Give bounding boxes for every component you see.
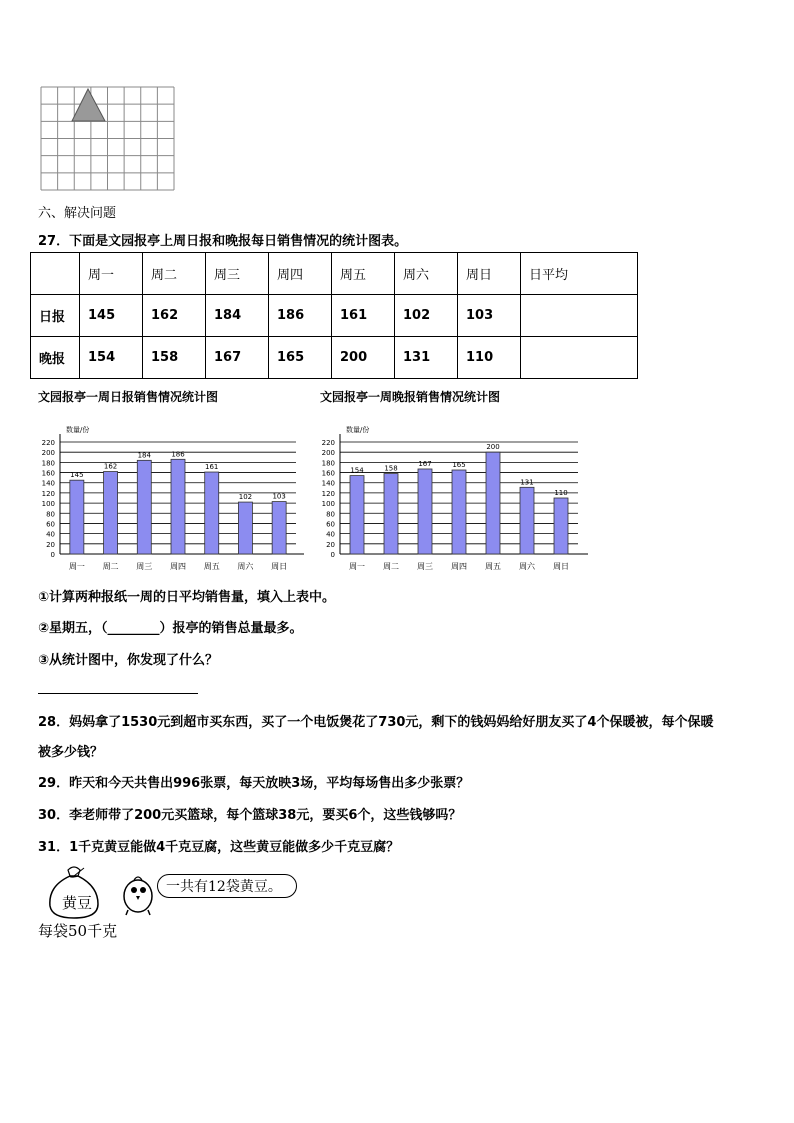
question-27-part-3: ③从统计图中，你发现了什么？ [38,653,219,668]
table-cell: 日平均 [521,253,638,295]
speech-bubble: 一共有12袋黄豆。 [157,874,297,898]
bar [554,498,568,554]
y-tick-label: 160 [321,469,335,478]
answer-cell[interactable] [521,295,638,337]
bar-value-label: 145 [70,471,84,480]
bar [238,502,252,554]
bar-value-label: 102 [238,493,253,502]
y-tick-label: 140 [41,479,55,488]
evening-paper-bar-chart [304,420,604,578]
bar-value-label: 167 [418,459,432,468]
y-axis-label: 数量/份 [346,426,370,434]
table-cell [31,253,80,295]
bar [70,480,84,554]
table-cell: 131 [395,337,458,379]
table-cell: 周四 [269,253,332,295]
bar [452,470,466,554]
y-tick-label: 180 [41,459,55,468]
x-tick-label: 周二 [383,562,399,571]
per-bag-weight: 每袋50千克 [38,922,118,940]
bar-value-label: 162 [103,462,118,471]
table-cell: 145 [80,295,143,337]
table-cell: 110 [458,337,521,379]
question-27-part-1: ①计算两种报纸一周的日平均销售量，填入上表中。 [38,590,336,605]
table-cell: 日报 [31,295,80,337]
bar [137,460,151,554]
x-tick-label: 周六 [519,562,535,571]
y-tick-label: 60 [46,520,55,529]
table-cell: 161 [332,295,395,337]
section-heading: 六、解决问题 [38,206,117,221]
y-tick-label: 20 [46,540,55,549]
bar [104,472,118,554]
y-tick-label: 100 [41,500,55,509]
table-cell: 200 [332,337,395,379]
bird-icon [118,870,158,916]
x-tick-label: 周一 [349,562,365,571]
triangle-shape [72,89,105,121]
y-tick-label: 60 [326,520,335,529]
y-tick-label: 200 [41,449,55,458]
y-tick-label: 80 [326,510,335,519]
x-tick-label: 周五 [203,562,220,571]
table-row [31,337,638,379]
question-27-part-2: ②星期五，（________）报亭的销售总量最多。 [38,621,303,636]
y-tick-label: 0 [50,551,55,559]
y-tick-label: 120 [321,489,335,498]
sales-table [30,252,638,379]
y-tick-label: 180 [321,459,335,468]
chart-title-daily: 文园报亭一周日报销售情况统计图 [38,390,219,404]
bar-value-label: 186 [171,450,185,459]
table-cell: 周二 [143,253,206,295]
chart-title-evening: 文园报亭一周晚报销售情况统计图 [320,390,501,404]
table-cell: 184 [206,295,269,337]
bar [384,474,398,554]
x-tick-label: 周三 [417,562,433,571]
x-tick-label: 周二 [102,562,119,571]
bag-label: 黄豆 [62,894,93,912]
table-cell: 周一 [80,253,143,295]
y-tick-label: 220 [321,439,335,447]
x-tick-label: 周四 [451,562,467,571]
table-cell: 周五 [332,253,395,295]
bar-value-label: 165 [452,461,466,469]
x-tick-label: 周日 [271,562,288,571]
y-tick-label: 40 [326,530,335,539]
bar-value-label: 154 [350,466,364,475]
table-cell: 103 [458,295,521,337]
y-tick-label: 140 [321,479,335,488]
y-tick-label: 40 [46,530,55,539]
y-tick-label: 160 [41,469,55,478]
y-axis-label: 数量/份 [66,426,90,434]
question-28-line1: 28．妈妈拿了1530元到超市买东西，买了一个电饭煲花了730元，剩下的钱妈妈给好朋友买了4个保暖被，每个保暖 [38,715,714,730]
bar-value-label: 158 [384,464,398,473]
table-cell: 162 [143,295,206,337]
x-tick-label: 周一 [68,562,85,571]
question-29: 29．昨天和今天共售出996张票，每天放映3场，平均每场售出多少张票？ [38,776,470,791]
table-cell: 周六 [395,253,458,295]
table-cell: 晚报 [31,337,80,379]
bar-value-label: 161 [205,463,219,472]
bar [520,487,534,554]
y-tick-label: 0 [330,551,335,559]
bar [205,472,219,554]
question-31: 31．1千克黄豆能做4千克豆腐，这些黄豆能做多少千克豆腐？ [38,840,400,855]
table-cell: 158 [143,337,206,379]
bar [418,469,432,554]
bar-value-label: 184 [137,451,151,460]
table-cell: 周三 [206,253,269,295]
bar-value-label: 103 [272,492,286,501]
y-tick-label: 100 [321,500,335,509]
table-header-row [31,253,638,295]
y-tick-label: 20 [326,540,335,549]
bar [272,502,286,554]
x-tick-label: 周三 [136,562,153,571]
table-row [31,295,638,337]
bar [350,476,364,554]
table-cell: 周日 [458,253,521,295]
question-30: 30．李老师带了200元买篮球，每个篮球38元，要买6个，这些钱够吗？ [38,808,462,823]
bar-value-label: 131 [520,478,534,487]
bar [171,459,185,554]
daily-paper-bar-chart [22,420,304,578]
x-tick-label: 周日 [553,562,569,571]
x-tick-label: 周五 [485,562,501,571]
answer-line[interactable] [38,693,198,694]
question-27: 27．下面是文园报亭上周日报和晚报每日销售情况的统计图表。 [38,234,408,249]
table-cell: 102 [395,295,458,337]
x-tick-label: 周四 [170,562,186,571]
y-tick-label: 120 [41,489,55,498]
bar [486,452,500,554]
table-cell: 186 [269,295,332,337]
grid-with-triangle [40,86,176,192]
bar-value-label: 200 [486,443,500,452]
bar-value-label: 110 [554,489,568,497]
y-tick-label: 200 [321,449,335,458]
y-tick-label: 80 [46,510,55,519]
table-cell: 165 [269,337,332,379]
table-cell: 167 [206,337,269,379]
answer-cell[interactable] [521,337,638,379]
table-cell: 154 [80,337,143,379]
question-28-line2: 被多少钱？ [38,745,104,760]
x-tick-label: 周六 [237,562,254,571]
y-tick-label: 220 [41,439,55,447]
